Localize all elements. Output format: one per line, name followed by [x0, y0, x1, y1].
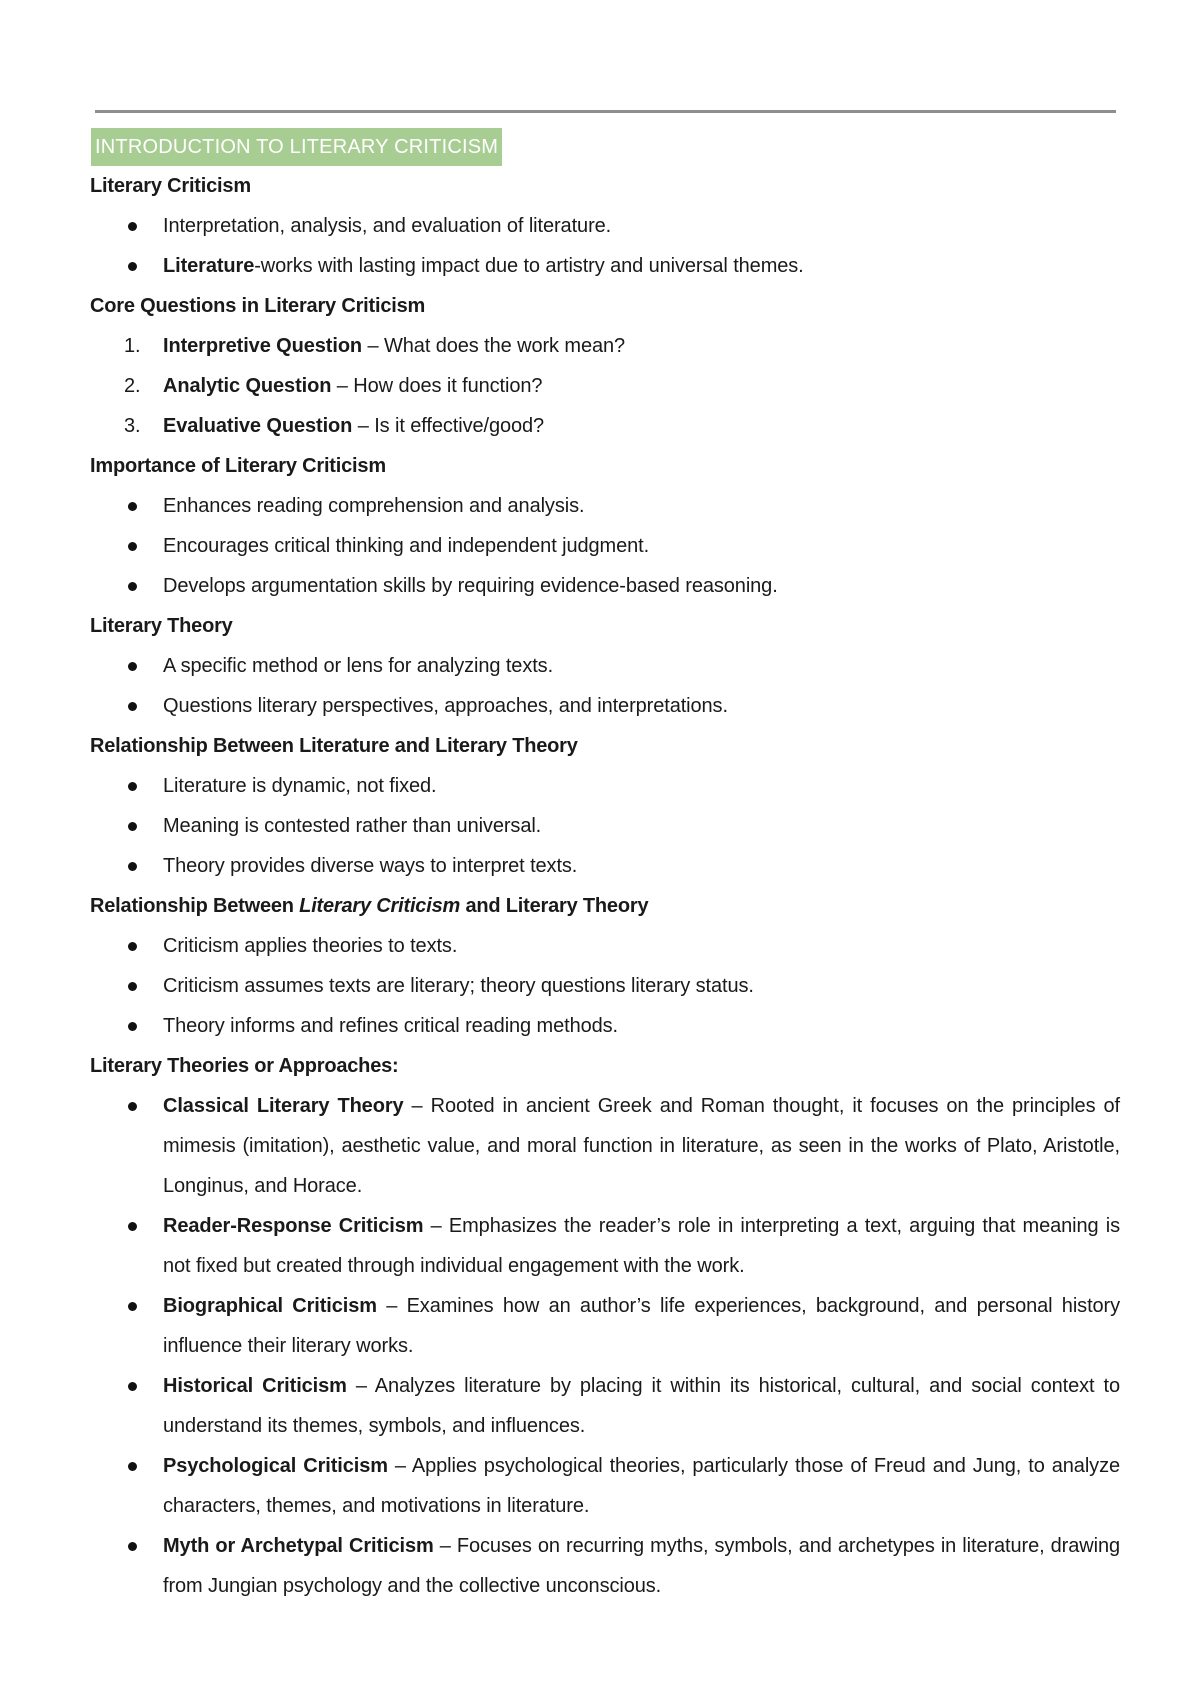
item-text: -works with lasting impact due to artistry and universal themes. — [254, 255, 804, 277]
list-item — [90, 766, 1120, 806]
list-item — [90, 1366, 1120, 1446]
item-term: Analytic Question — [163, 375, 332, 397]
bullet-icon — [128, 1542, 137, 1551]
item-term: Literature — [163, 255, 255, 277]
bullet-icon — [128, 662, 137, 671]
item-term: Historical Criticism — [163, 1375, 347, 1397]
item-number: 3. — [124, 415, 141, 437]
list-literary-theory — [90, 646, 1120, 726]
bullet-icon — [128, 1382, 137, 1391]
list-item — [90, 1286, 1120, 1366]
bullet-icon — [128, 982, 137, 991]
item-text: Theory informs and refines critical reading methods. — [163, 1015, 619, 1037]
bullet-icon — [128, 702, 137, 711]
title-banner: INTRODUCTION TO LITERARY CRITICISM — [91, 128, 502, 166]
item-number: 1. — [124, 335, 141, 357]
item-text: – Emphasizes the reader’s role in interpreting a text, arguing that meaning is not fixed but created through individual engagement with the work. — [163, 1215, 1121, 1277]
heading-criticism-and-theory — [90, 886, 1120, 926]
list-literature-and-theory — [90, 766, 1120, 886]
item-term: Psychological Criticism — [163, 1455, 388, 1477]
list-item — [90, 646, 1120, 686]
list-item — [90, 926, 1120, 966]
heading-approaches: Literary Theories or Approaches: — [90, 1055, 399, 1077]
item-text: – How does it function? — [331, 375, 543, 397]
list-item — [90, 686, 1120, 726]
item-text: – Is it effective/good? — [352, 415, 545, 437]
heading-part: Relationship Between — [90, 895, 300, 917]
list-criticism-and-theory — [90, 926, 1120, 1046]
bullet-icon — [128, 1102, 137, 1111]
list-item — [90, 806, 1120, 846]
bullet-icon — [128, 1462, 137, 1471]
item-text: Theory provides diverse ways to interpret texts. — [163, 855, 578, 877]
bullet-icon — [128, 582, 137, 591]
item-term: Classical Literary Theory — [163, 1095, 404, 1117]
bullet-icon — [128, 222, 137, 231]
item-text: Criticism applies theories to texts. — [163, 935, 458, 957]
list-core-questions — [90, 326, 1120, 446]
heading-part: and Literary Theory — [460, 895, 649, 917]
list-item — [90, 326, 1120, 366]
list-item — [90, 206, 1120, 246]
item-text: Encourages critical thinking and independent judgment. — [163, 535, 650, 557]
item-text: Meaning is contested rather than universal. — [163, 815, 542, 837]
top-divider — [95, 110, 1116, 113]
list-item — [90, 406, 1120, 446]
list-literary-criticism — [90, 206, 1120, 286]
item-text: – Applies psychological theories, particularly those of Freud and Jung, to analyze characters, themes, and motivations in literature. — [163, 1455, 1120, 1517]
item-text: A specific method or lens for analyzing texts. — [163, 655, 554, 677]
item-term: Evaluative Question — [163, 415, 353, 437]
list-item — [90, 566, 1120, 606]
list-item — [90, 1086, 1120, 1206]
item-term: Reader-Response Criticism — [163, 1215, 424, 1237]
item-text: – Focuses on recurring myths, symbols, and archetypes in literature, drawing from Jungian psychology and the collective unconscious. — [163, 1535, 1120, 1597]
bullet-icon — [128, 782, 137, 791]
heading-italic-part: Literary Criticism — [299, 895, 461, 917]
bullet-icon — [128, 1302, 137, 1311]
item-text: – What does the work mean? — [362, 335, 626, 357]
item-text: Criticism assumes texts are literary; theory questions literary status. — [163, 975, 754, 997]
heading-literary-criticism: Literary Criticism — [90, 175, 251, 197]
heading-core-questions: Core Questions in Literary Criticism — [90, 295, 426, 317]
item-term: Interpretive Question — [163, 335, 363, 357]
bullet-icon — [128, 502, 137, 511]
item-text: Literature is dynamic, not fixed. — [163, 775, 437, 797]
item-text: Questions literary perspectives, approaches, and interpretations. — [163, 695, 728, 717]
heading-literature-and-theory: Relationship Between Literature and Literary Theory — [90, 735, 578, 757]
item-term: Myth or Archetypal Criticism — [163, 1535, 434, 1557]
list-item — [90, 486, 1120, 526]
document-body — [90, 128, 1120, 1606]
item-text: Develops argumentation skills by requiring evidence-based reasoning. — [163, 575, 778, 597]
list-item — [90, 1006, 1120, 1046]
item-text: Enhances reading comprehension and analysis. — [163, 495, 585, 517]
item-term: Biographical Criticism — [163, 1295, 377, 1317]
item-text: – Rooted in ancient Greek and Roman thought, it focuses on the principles of mimesis (imitation), aesthetic value, and moral function in literature, as seen in the works of Plato, Aristotle, Longinus, and Horace. — [163, 1095, 1120, 1197]
list-item — [90, 1206, 1120, 1286]
list-approaches — [90, 1086, 1120, 1606]
bullet-icon — [128, 862, 137, 871]
bullet-icon — [128, 1222, 137, 1231]
bullet-icon — [128, 1022, 137, 1031]
list-item — [90, 526, 1120, 566]
list-item — [90, 246, 1120, 286]
bullet-icon — [128, 262, 137, 271]
item-text: – Examines how an author’s life experiences, background, and personal history influence their literary works. — [163, 1295, 1121, 1357]
list-item — [90, 1526, 1120, 1606]
item-text: Interpretation, analysis, and evaluation of literature. — [163, 215, 612, 237]
list-item — [90, 846, 1120, 886]
bullet-icon — [128, 822, 137, 831]
heading-literary-theory: Literary Theory — [90, 615, 233, 637]
bullet-icon — [128, 542, 137, 551]
item-text: – Analyzes literature by placing it within its historical, cultural, and social context to understand its themes, symbols, and influences. — [163, 1375, 1120, 1437]
bullet-icon — [128, 942, 137, 951]
list-item — [90, 966, 1120, 1006]
item-number: 2. — [124, 375, 141, 397]
list-item — [90, 366, 1120, 406]
list-importance — [90, 486, 1120, 606]
heading-importance: Importance of Literary Criticism — [90, 455, 386, 477]
list-item — [90, 1446, 1120, 1526]
